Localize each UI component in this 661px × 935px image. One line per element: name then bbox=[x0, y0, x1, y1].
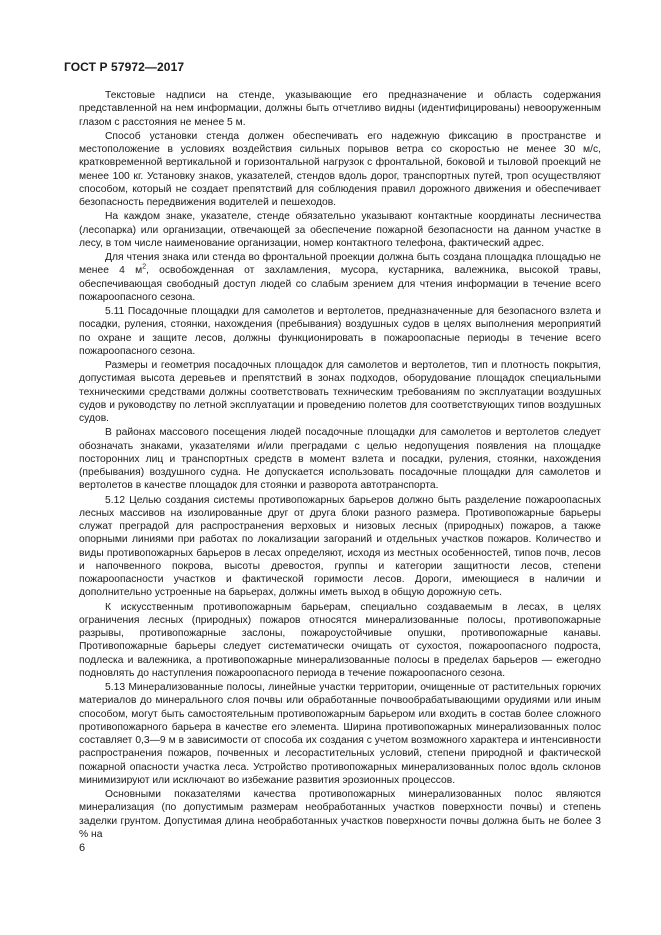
paragraph: 5.12 Целью создания системы противопожарных барьеров должно быть разделение пожароопасных лесных массивов на изолированные друг от друга блоки разного размера. Противопожарные барьеры служат преградой для распространения верховых и низовых лесных (природных) пожаров, а также опорными линиями при работах по локализации загораний и отдельных участков пожаров. Количество и виды противопожарных барьеров в лесах определяют, исходя из местных особенностей, типов почв, лесов и напочвенного покрова, высоты древостоя, группы и категории защитности лесов, степени пожароопасности участков и фактической горимости лесов. Дороги, имеющиеся в наличии и дополнительно устроенные на барьерах, должны иметь выход в общую дорожную сеть. bbox=[79, 494, 601, 599]
document-body bbox=[79, 89, 601, 841]
paragraph: Текстовые надписи на стенде, указывающие его предназначение и область содержания представленной на нем информации, должны быть отчетливо видны (идентифицированы) невооруженным глазом с расстояния не менее 5 м. bbox=[79, 90, 601, 128]
paragraph-platform bbox=[79, 251, 601, 304]
page-number: 6 bbox=[79, 842, 86, 854]
paragraph: 5.11 Посадочные площадки для самолетов и вертолетов, предназначенные для безопасного взлета и посадки, руления, стоянки, нахождения (пребывания) воздушных судов в целях выполнения мероприятий по охране и защите лесов, должны функционировать в пожароопасные периоды в течение всего пожароопасного сезона. bbox=[79, 306, 601, 357]
paragraph: Способ установки стенда должен обеспечивать его надежную фиксацию в пространстве и местоположение в условиях воздействия сильных порывов ветра со скоростью не менее 30 м/с, кратковременной вертикальной и горизонтальной нагрузок с фронтальной, боковой и тыловой проекций не менее 100 кг. Установку знаков, указателей, стендов вдоль дорог, транспортных путей, троп осуществляют способом, который не создает препятствий для соблюдения правил дорожного движения и обеспечивает безопасность передвижения водителей и пешеходов. bbox=[79, 130, 601, 208]
paragraph: К искусственным противопожарным барьерам, специально создаваемым в лесах, в целях ограничения лесных (природных) пожаров относятся минерализованные полосы, противопожарные разрывы, противопожарные заслоны, пожароустойчивые опушки, противопожарные канавы. Противопожарные барьеры следует систематически очищать от сухостоя, пожароопасного подроста, подлеска и валежника, а противопожарные минерализованные полосы в пределах барьеров — ежегодно подновлять до наступления пожароопасного периода в течение пожароопасного сезона. bbox=[79, 601, 601, 679]
paragraph: На каждом знаке, указателе, стенде обязательно указывают контактные координаты лесничества (лесопарка) или организации, отвечающей за обеспечение пожарной безопасности на данном участке в лесу, в том числе наименование организации, номер контактного телефона, фактический адрес. bbox=[79, 211, 601, 249]
paragraph-text: Для чтения знака или стенда во фронтальной проекции должна быть создана площадка площадью не менее 4 м bbox=[79, 252, 601, 277]
paragraph: 5.13 Минерализованные полосы, линейные участки территории, очищенные от растительных горючих материалов до минерального слоя почвы или обработанные почвообрабатывающими орудиями или иным способом, могут быть самостоятельным противопожарным барьером или входить в состав более сложного противопожарного барьера в качестве его элемента. Ширина противопожарных минерализованных полос составляет 0,3—9 м в зависимости от способа их создания с учетом возможного характера и интенсивности распространения пожаров, почвенных и лесорастительных условий, степени природной и фактической пожарной опасности участка леса. Устройство противопожарных минерализованных полос вдоль склонов минимизируют или исключают во избежание развития эрозионных процессов. bbox=[79, 682, 601, 786]
paragraph: В районах массового посещения людей посадочные площадки для самолетов и вертолетов следует обозначать знаками, указателями и/или преградами с целью недопущения появления на площадке посторонних лиц и транспортных средств в момент взлета и посадки, руления, стоянки, нахождения (пребывания) воздушного судна. Не допускается использовать посадочные площадки для самолетов и вертолетов в качестве площадок для стоянки и разворота автотранспорта. bbox=[79, 427, 601, 492]
superscript: 2 bbox=[142, 263, 147, 271]
paragraph-text: , освобожденная от захламления, мусора, кустарника, валежника, высокой травы, обеспечивающая свободный доступ людей со слабым зрением для чтения информации в течение всего пожароопасного сезона. bbox=[79, 265, 601, 303]
paragraph: Размеры и геометрия посадочных площадок для самолетов и вертолетов, тип и плотность покрытия, допустимая высота деревьев и препятствий в зонах подходов, оборудование площадок специальными техническими средствами должны соответствовать техническим требованиям по эксплуатации воздушных судов и руководству по летной эксплуатации и проведению полетов для соответствующих типов воздушных судов. bbox=[79, 360, 601, 424]
document-header: ГОСТ Р 57972—2017 bbox=[64, 60, 185, 74]
paragraph: Основными показателями качества противопожарных минерализованных полос являются минерализация (по допустимым размерам необработанных участков поверхности почвы) и степень заделки грунтом. Допустимая длина необработанных участков поверхности почвы должна быть не более 3 % на bbox=[79, 789, 601, 840]
